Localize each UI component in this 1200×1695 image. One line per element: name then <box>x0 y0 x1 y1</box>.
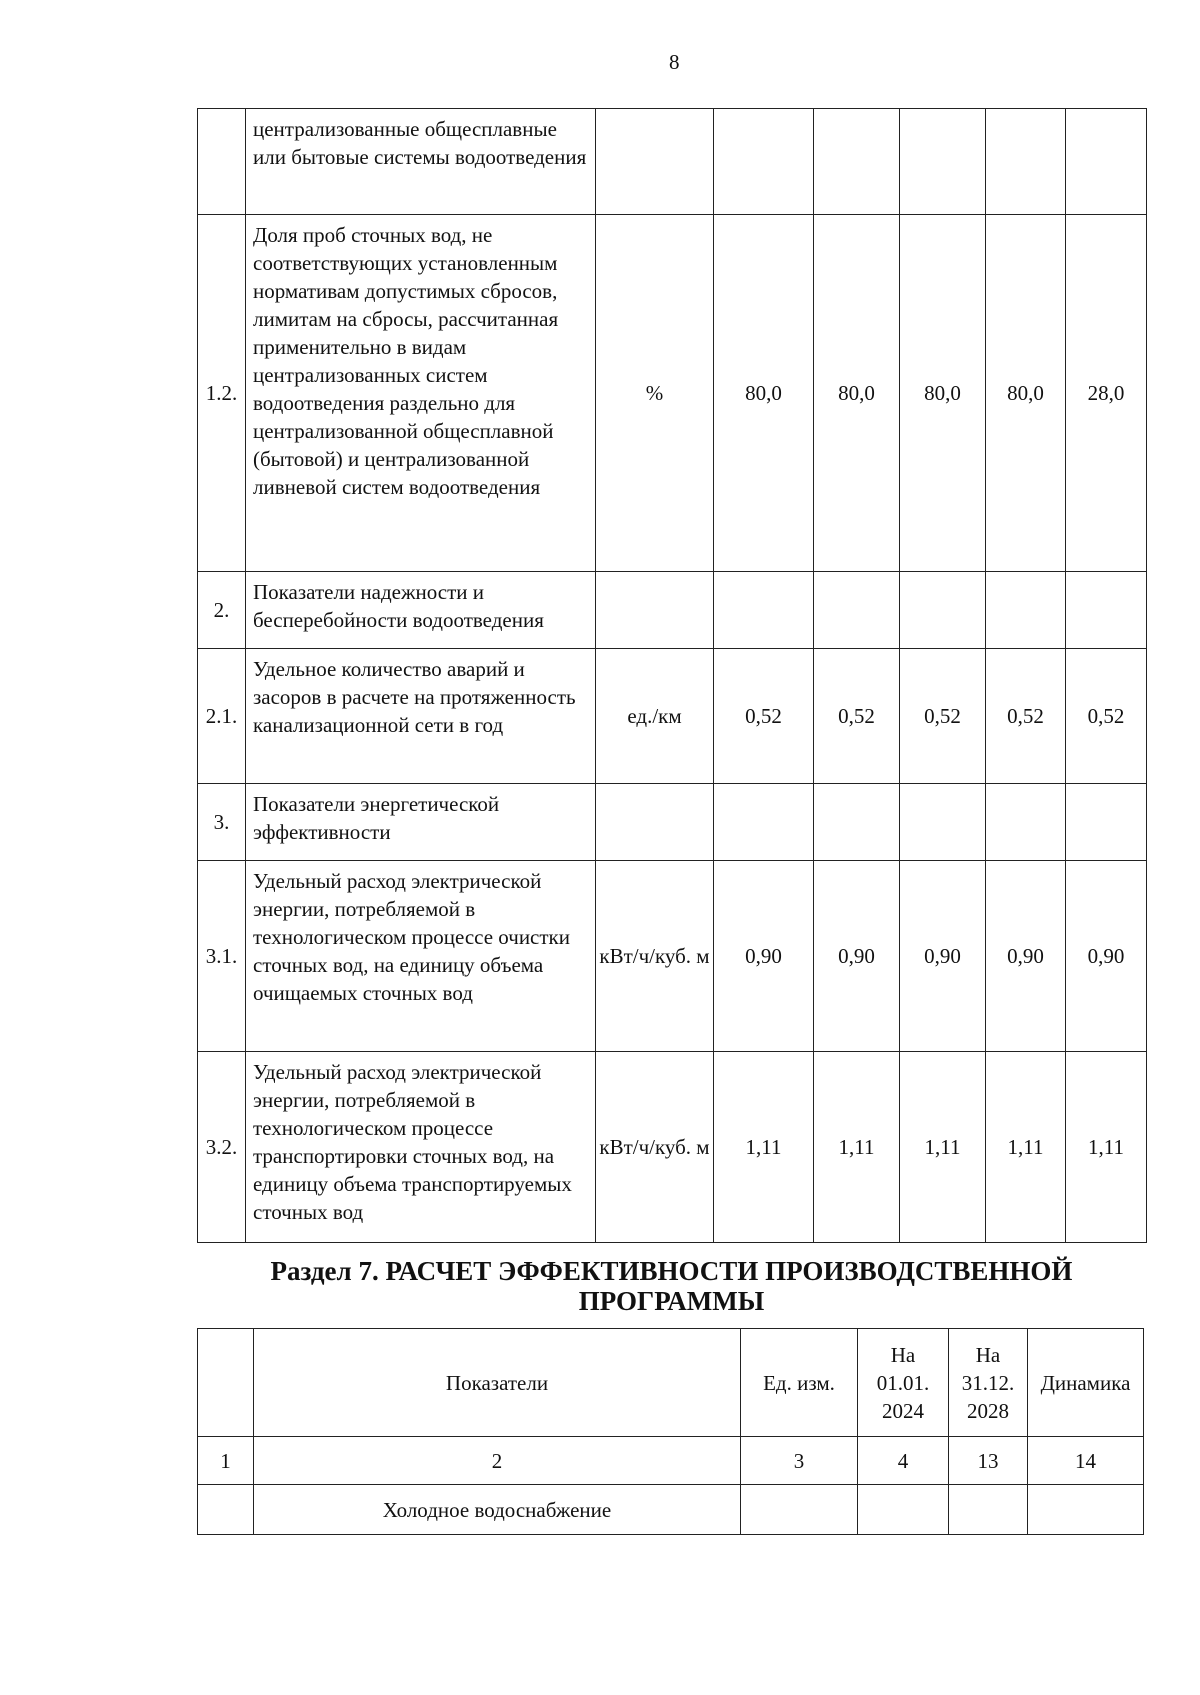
row-value: 80,0 <box>986 215 1066 572</box>
row-value <box>900 572 986 649</box>
row-indicator-name: Доля проб сточных вод, не соответствующих установленным нормативам допустимых сбросов, лимитам на сбросы, рассчитанная применительно в видам централизованных систем водоотведения раздельно для централизованной общесплавной (бытовой) и централизованной ливневой систем водоотведения <box>246 215 596 572</box>
row-unit <box>596 109 714 215</box>
row-cell-indicator: Холодное водоснабжение <box>254 1485 741 1535</box>
row-number: 2. <box>198 572 246 649</box>
row-number: 3.2. <box>198 1052 246 1243</box>
table-row <box>198 784 1147 861</box>
row-value <box>900 784 986 861</box>
row-value <box>814 109 900 215</box>
row-value <box>986 572 1066 649</box>
row-value: 1,11 <box>814 1052 900 1243</box>
row-number <box>198 109 246 215</box>
numbering-row <box>198 1437 1144 1485</box>
row-cell-unit <box>741 1485 858 1535</box>
row-unit: ед./км <box>596 649 714 784</box>
row-value <box>714 572 814 649</box>
row-value: 0,90 <box>714 861 814 1052</box>
row-unit <box>596 784 714 861</box>
numbering-cell: 13 <box>949 1437 1028 1485</box>
row-indicator-name: Показатели энергетической эффективности <box>246 784 596 861</box>
row-value <box>1066 784 1147 861</box>
table-row <box>198 1052 1147 1243</box>
row-value: 0,90 <box>814 861 900 1052</box>
row-value <box>1066 572 1147 649</box>
row-cell-start-value <box>858 1485 949 1535</box>
section-title: Раздел 7. РАСЧЕТ ЭФФЕКТИВНОСТИ ПРОИЗВОДСТВЕННОЙ ПРОГРАММЫ <box>270 1256 1073 1316</box>
indicators-table <box>197 108 1147 1243</box>
row-number: 3. <box>198 784 246 861</box>
row-value: 28,0 <box>1066 215 1147 572</box>
row-value: 0,90 <box>1066 861 1147 1052</box>
header-cell-start-date: На 01.01. 2024 <box>858 1329 949 1437</box>
row-cell-index <box>198 1485 254 1535</box>
table-row <box>198 109 1147 215</box>
row-indicator-name: Удельный расход электрической энергии, потребляемой в технологическом процессе очистки сточных вод, на единицу объема очищаемых сточных вод <box>246 861 596 1052</box>
row-value <box>900 109 986 215</box>
row-unit: % <box>596 215 714 572</box>
row-number: 3.1. <box>198 861 246 1052</box>
row-indicator-name: Удельный расход электрической энергии, потребляемой в технологическом процессе транспортировки сточных вод, на единицу объема транспортируемых сточных вод <box>246 1052 596 1243</box>
row-value: 0,52 <box>714 649 814 784</box>
numbering-cell: 1 <box>198 1437 254 1485</box>
row-cell-end-value <box>949 1485 1028 1535</box>
row-value: 0,52 <box>814 649 900 784</box>
efficiency-table <box>197 1328 1144 1535</box>
row-value: 0,52 <box>900 649 986 784</box>
row-unit: кВт/ч/куб. м <box>596 1052 714 1243</box>
row-indicator-name: Показатели надежности и бесперебойности водоотведения <box>246 572 596 649</box>
numbering-cell: 3 <box>741 1437 858 1485</box>
table-header-row <box>198 1329 1144 1437</box>
row-indicator-name: централизованные общесплавные или бытовые системы водоотведения <box>246 109 596 215</box>
row-value: 0,52 <box>1066 649 1147 784</box>
table-row <box>198 649 1147 784</box>
row-value: 1,11 <box>900 1052 986 1243</box>
numbering-cell: 4 <box>858 1437 949 1485</box>
header-cell-end-date: На 31.12. 2028 <box>949 1329 1028 1437</box>
row-unit <box>596 572 714 649</box>
row-value: 1,11 <box>714 1052 814 1243</box>
header-cell-indicators: Показатели <box>254 1329 741 1437</box>
row-value <box>814 784 900 861</box>
table-row <box>198 1485 1144 1535</box>
header-cell-dynamics: Динамика <box>1028 1329 1144 1437</box>
row-value: 1,11 <box>986 1052 1066 1243</box>
row-value <box>1066 109 1147 215</box>
header-cell-unit: Ед. изм. <box>741 1329 858 1437</box>
row-number: 2.1. <box>198 649 246 784</box>
row-value: 0,90 <box>900 861 986 1052</box>
row-unit: кВт/ч/куб. м <box>596 861 714 1052</box>
numbering-cell: 2 <box>254 1437 741 1485</box>
row-value: 1,11 <box>1066 1052 1147 1243</box>
row-number: 1.2. <box>198 215 246 572</box>
row-value <box>986 109 1066 215</box>
table-row <box>198 572 1147 649</box>
table-row <box>198 215 1147 572</box>
table-row <box>198 861 1147 1052</box>
row-cell-dynamics <box>1028 1485 1144 1535</box>
row-value <box>714 109 814 215</box>
row-value: 80,0 <box>814 215 900 572</box>
numbering-cell: 14 <box>1028 1437 1144 1485</box>
row-value: 80,0 <box>900 215 986 572</box>
row-value <box>814 572 900 649</box>
row-value: 0,52 <box>986 649 1066 784</box>
row-value: 0,90 <box>986 861 1066 1052</box>
header-cell-index <box>198 1329 254 1437</box>
row-value <box>714 784 814 861</box>
row-value: 80,0 <box>714 215 814 572</box>
page-number: 8 <box>669 50 680 74</box>
row-indicator-name: Удельное количество аварий и засоров в расчете на протяженность канализационной сети в год <box>246 649 596 784</box>
row-value <box>986 784 1066 861</box>
